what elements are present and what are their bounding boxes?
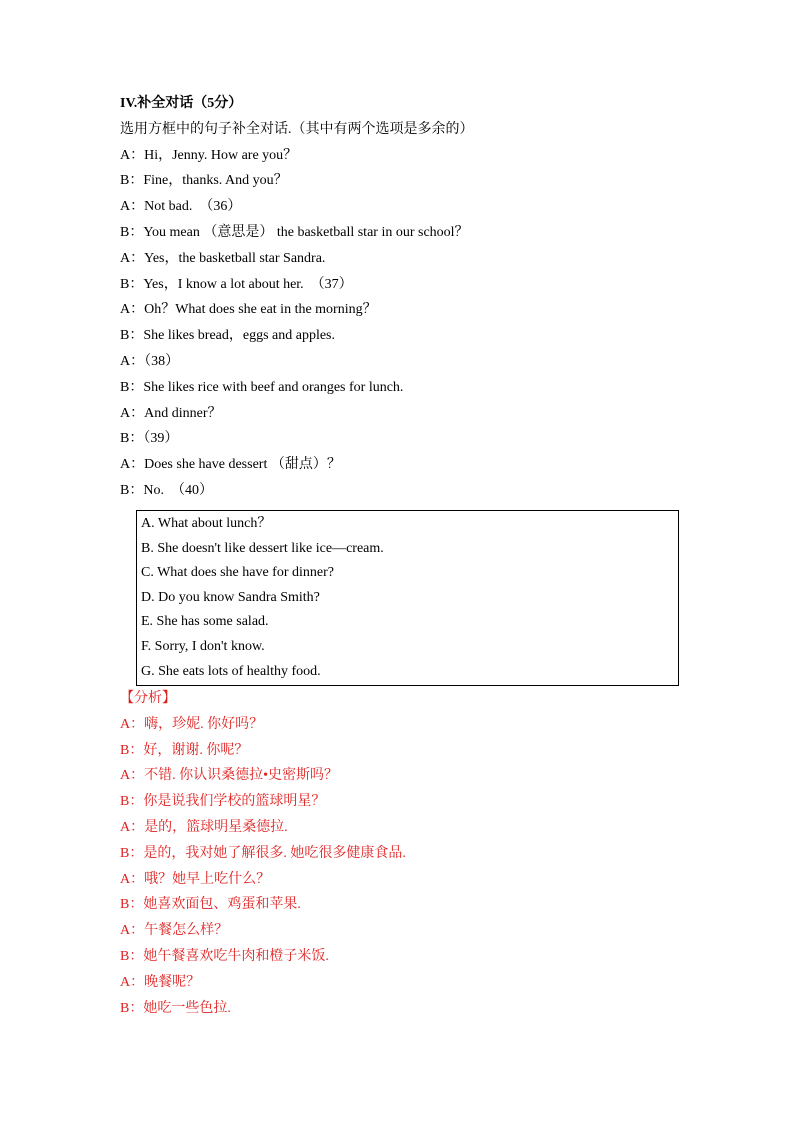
analysis-line: B：你是说我们学校的篮球明星？ [120,794,326,810]
option-item: B. She doesn't like dessert like ice—cream. [141,540,384,556]
analysis-heading: 【分析】 [120,691,176,706]
analysis-line: A：哦？她早上吃什么？ [120,871,271,887]
analysis-line: B：她喜欢面包、鸡蛋和苹果. [120,897,301,913]
analysis-section [120,689,690,1024]
option-item: D. Do you know Sandra Smith? [141,589,320,605]
analysis-line: B：她午餐喜欢吃牛肉和橙子米饭. [120,948,329,964]
analysis-line: B：好，谢谢. 你呢？ [120,742,249,758]
option-item: G. She eats lots of healthy food. [141,663,321,679]
dialogue-line: A：Oh？What does she eat in the morning？ [120,302,377,318]
dialogue-line: A：Does she have dessert （甜点）？ [120,457,341,473]
dialogue-line: B：Yes，I know a lot about her. （37） [120,276,353,292]
dialogue-line: A：（38） [120,353,180,369]
dialogue-line: B：You mean （意思是） the basketball star in our school？ [120,224,469,240]
option-item: A. What about lunch？ [141,516,272,531]
option-item: F. Sorry, I don't know. [141,638,265,654]
dialogue-line: B：No. （40） [120,482,213,498]
analysis-line: A：是的，篮球明星桑德拉. [120,819,288,835]
option-item: E. She has some salad. [141,614,269,630]
dialogue-line: B：She likes rice with beef and oranges for lunch. [120,379,404,395]
analysis-line: B：她吃一些色拉. [120,1000,231,1016]
dialogue-line: B：（39） [120,431,179,447]
dialogue-line: B：Fine，thanks. And you？ [120,173,288,189]
dialogue-line: A：Yes，the basketball star Sandra. [120,250,326,266]
analysis-line: B：是的，我对她了解很多. 她吃很多健康食品. [120,845,406,861]
dialogue [120,146,690,501]
analysis-line: A：午餐怎么样？ [120,923,229,939]
option-item: C. What does she have for dinner? [141,565,334,581]
analysis-line: A：晚餐呢？ [120,974,201,990]
dialogue-line: B：She likes bread，eggs and apples. [120,328,336,344]
analysis-line: A：不错. 你认识桑德拉•史密斯吗？ [120,768,339,784]
analysis-line: A：嗨，珍妮. 你好吗？ [120,716,264,732]
dialogue-line: A：Not bad. （36） [120,199,242,215]
dialogue-line: A：And dinner？ [120,405,222,421]
options-box [136,510,679,686]
section-title: IV.补全对话（5分） [120,96,243,111]
dialogue-line: A：Hi，Jenny. How are you？ [120,147,298,163]
exercise-section [120,94,690,501]
instruction-text: 选用方框中的句子补全对话.（其中有两个选项是多余的） [120,121,474,137]
